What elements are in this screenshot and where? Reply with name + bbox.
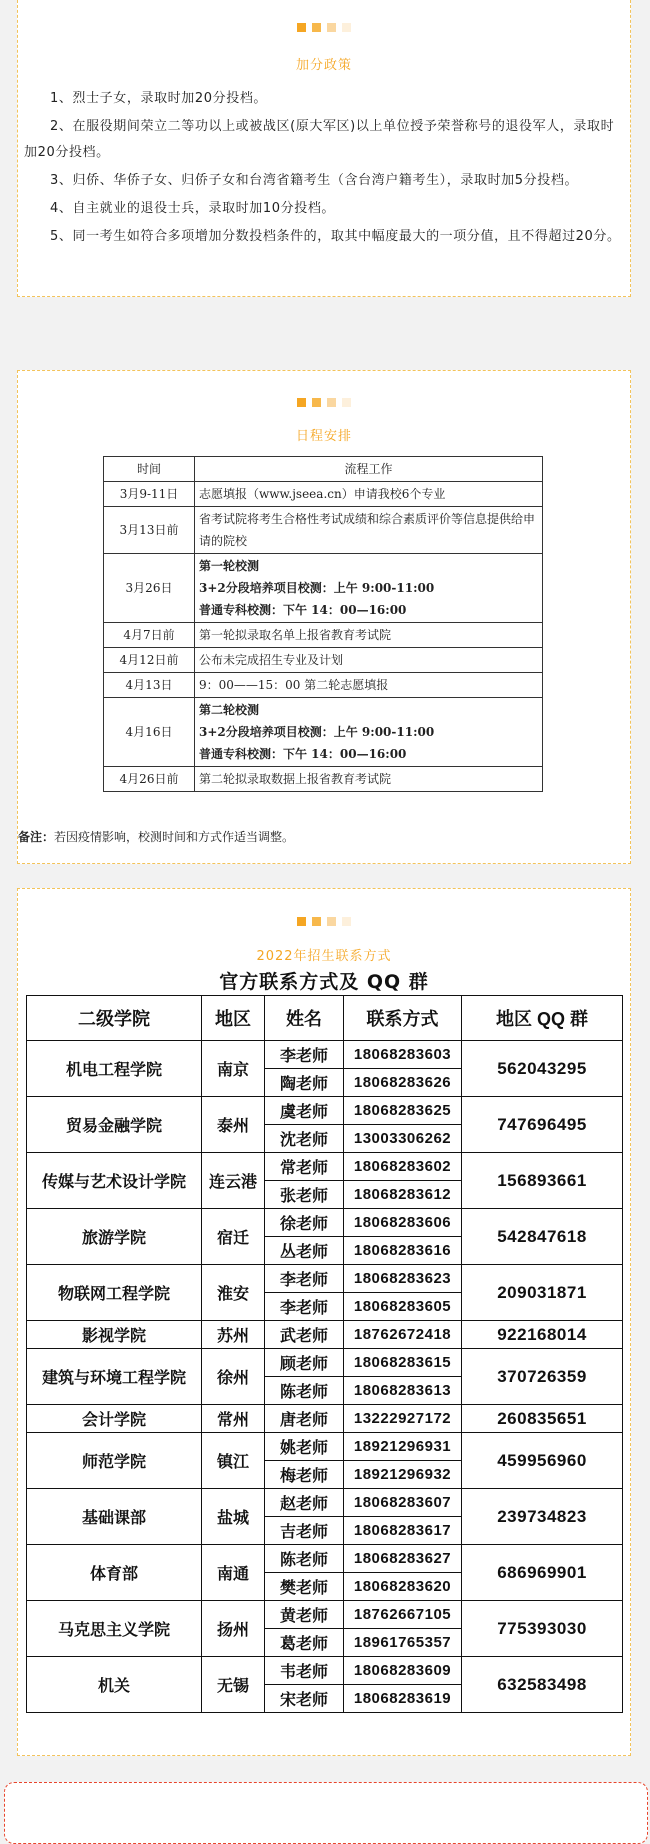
schedule-work — [195, 698, 543, 767]
table-row — [27, 1489, 623, 1517]
phone-cell: 18921296932 — [344, 1461, 462, 1489]
schedule-time: 3月13日前 — [104, 507, 195, 554]
phone-cell: 18068283627 — [344, 1545, 462, 1573]
region-cell: 南京 — [202, 1041, 265, 1097]
policy-item: 4、自主就业的退役士兵，录取时加10分投档。 — [50, 201, 336, 216]
schedule-time: 4月12日前 — [104, 648, 195, 673]
phone-cell: 18068283620 — [344, 1573, 462, 1601]
policy-item: 2、在服役期间荣立二等功以上或被战区(原大军区)以上单位授予荣誉称号的退役军人，录取时加20分投档。 — [24, 119, 615, 160]
schedule-time: 4月26日前 — [104, 767, 195, 792]
teacher-name-cell: 吉老师 — [265, 1517, 344, 1545]
qq-group-cell: 370726359 — [462, 1349, 623, 1405]
teacher-name-cell: 葛老师 — [265, 1629, 344, 1657]
region-cell: 泰州 — [202, 1097, 265, 1153]
teacher-name-cell: 常老师 — [265, 1153, 344, 1181]
schedule-work — [195, 648, 543, 673]
teacher-name-cell: 虞老师 — [265, 1097, 344, 1125]
teacher-name-cell: 顾老师 — [265, 1349, 344, 1377]
qq-group-cell: 209031871 — [462, 1265, 623, 1321]
schedule-work-line: 第二轮校测 — [199, 703, 260, 717]
header-region: 地区 — [202, 996, 265, 1041]
qq-group-cell: 542847618 — [462, 1209, 623, 1265]
phone-cell: 18068283606 — [344, 1209, 462, 1237]
region-cell: 常州 — [202, 1405, 265, 1433]
college-cell: 基础课部 — [27, 1489, 202, 1545]
college-cell: 马克思主义学院 — [27, 1601, 202, 1657]
teacher-name-cell: 陶老师 — [265, 1069, 344, 1097]
contact-card — [17, 888, 631, 1756]
teacher-name-cell: 樊老师 — [265, 1573, 344, 1601]
region-cell: 宿迁 — [202, 1209, 265, 1265]
header-name: 姓名 — [265, 996, 344, 1041]
contact-title: 官方联系方式及 QQ 群 — [219, 971, 429, 993]
schedule-work-line: 志愿填报（www.jseea.cn）申请我校6个专业 — [199, 487, 446, 501]
schedule-work-line: 3+2分段培养项目校测：上午 9:00-11:00 — [199, 725, 435, 739]
policy-item: 5、同一考生如符合多项增加分数投档条件的，取其中幅度最大的一项分值，且不得超过20分。 — [50, 229, 621, 244]
teacher-name-cell: 李老师 — [265, 1041, 344, 1069]
phone-cell: 13003306262 — [344, 1125, 462, 1153]
qq-group-cell: 260835651 — [462, 1405, 623, 1433]
teacher-name-cell: 徐老师 — [265, 1209, 344, 1237]
schedule-work — [195, 507, 543, 554]
teacher-name-cell: 陈老师 — [265, 1377, 344, 1405]
phone-cell: 18068283623 — [344, 1265, 462, 1293]
table-row — [27, 1405, 623, 1433]
college-cell: 物联网工程学院 — [27, 1265, 202, 1321]
schedule-title: 日程安排 — [295, 429, 352, 444]
table-row — [104, 767, 543, 792]
table-row — [27, 1349, 623, 1377]
qq-group-cell: 922168014 — [462, 1321, 623, 1349]
region-cell: 连云港 — [202, 1153, 265, 1209]
section-dots — [18, 23, 630, 33]
region-cell: 南通 — [202, 1545, 265, 1601]
table-row — [27, 1265, 623, 1293]
schedule-time: 4月13日 — [104, 673, 195, 698]
region-cell: 无锡 — [202, 1657, 265, 1713]
teacher-name-cell: 韦老师 — [265, 1657, 344, 1685]
teacher-name-cell: 赵老师 — [265, 1489, 344, 1517]
schedule-note — [18, 828, 294, 845]
schedule-work — [195, 554, 543, 623]
table-row — [27, 1321, 623, 1349]
region-cell: 镇江 — [202, 1433, 265, 1489]
table-row — [27, 1209, 623, 1237]
header-phone: 联系方式 — [344, 996, 462, 1041]
table-row — [104, 673, 543, 698]
region-cell: 徐州 — [202, 1349, 265, 1405]
college-cell: 传媒与艺术设计学院 — [27, 1153, 202, 1209]
teacher-name-cell: 张老师 — [265, 1181, 344, 1209]
table-row — [104, 623, 543, 648]
table-row — [27, 1433, 623, 1461]
region-cell: 盐城 — [202, 1489, 265, 1545]
schedule-work-line: 3+2分段培养项目校测：上午 9:00-11:00 — [199, 581, 435, 595]
schedule-time: 4月16日 — [104, 698, 195, 767]
qq-group-cell: 459956960 — [462, 1433, 623, 1489]
schedule-time: 3月9-11日 — [104, 482, 195, 507]
college-cell: 建筑与环境工程学院 — [27, 1349, 202, 1405]
college-cell: 师范学院 — [27, 1433, 202, 1489]
schedule-work-line: 省考试院将考生合格性考试成绩和综合素质评价等信息提供给申请的院校 — [199, 512, 536, 548]
table-row — [27, 1601, 623, 1629]
phone-cell: 18068283603 — [344, 1041, 462, 1069]
college-cell: 机关 — [27, 1657, 202, 1713]
phone-cell: 18762667105 — [344, 1601, 462, 1629]
college-cell: 体育部 — [27, 1545, 202, 1601]
teacher-name-cell: 李老师 — [265, 1293, 344, 1321]
policy-card — [17, 0, 631, 297]
header-work: 流程工作 — [195, 457, 543, 482]
table-row — [27, 1041, 623, 1069]
header-college: 二级学院 — [27, 996, 202, 1041]
contact-table — [26, 995, 623, 1713]
table-row — [104, 648, 543, 673]
teacher-name-cell: 宋老师 — [265, 1685, 344, 1713]
phone-cell: 18068283605 — [344, 1293, 462, 1321]
region-cell: 苏州 — [202, 1321, 265, 1349]
teacher-name-cell: 沈老师 — [265, 1125, 344, 1153]
qq-group-cell: 775393030 — [462, 1601, 623, 1657]
phone-cell: 18068283625 — [344, 1097, 462, 1125]
college-cell: 机电工程学院 — [27, 1041, 202, 1097]
teacher-name-cell: 梅老师 — [265, 1461, 344, 1489]
schedule-work-line: 普通专科校测：下午 14：00—16:00 — [199, 747, 407, 761]
teacher-name-cell: 陈老师 — [265, 1545, 344, 1573]
next-section-card — [4, 1782, 648, 1844]
schedule-time: 4月7日前 — [104, 623, 195, 648]
schedule-work — [195, 482, 543, 507]
region-cell: 淮安 — [202, 1265, 265, 1321]
policy-item: 1、烈士子女，录取时加20分投档。 — [50, 91, 268, 106]
note-label: 备注： — [18, 830, 55, 844]
policy-item: 3、归侨、华侨子女、归侨子女和台湾省籍考生（含台湾户籍考生），录取时加5分投档。 — [50, 173, 579, 188]
policy-list — [24, 86, 624, 252]
header-qq: 地区 QQ 群 — [462, 996, 623, 1041]
qq-group-cell: 562043295 — [462, 1041, 623, 1097]
phone-cell: 18068283617 — [344, 1517, 462, 1545]
qq-group-cell: 239734823 — [462, 1489, 623, 1545]
schedule-time: 3月26日 — [104, 554, 195, 623]
teacher-name-cell: 丛老师 — [265, 1237, 344, 1265]
table-row — [27, 1097, 623, 1125]
phone-cell: 18068283626 — [344, 1069, 462, 1097]
policy-title: 加分政策 — [295, 58, 352, 73]
teacher-name-cell: 唐老师 — [265, 1405, 344, 1433]
phone-cell: 18068283613 — [344, 1377, 462, 1405]
college-cell: 贸易金融学院 — [27, 1097, 202, 1153]
phone-cell: 18068283612 — [344, 1181, 462, 1209]
table-row — [104, 507, 543, 554]
schedule-card — [17, 370, 631, 864]
schedule-work-line: 9：00——15：00 第二轮志愿填报 — [199, 678, 389, 692]
teacher-name-cell: 黄老师 — [265, 1601, 344, 1629]
header-time: 时间 — [104, 457, 195, 482]
note-text: 若因疫情影响，校测时间和方式作适当调整。 — [54, 830, 295, 844]
college-cell: 影视学院 — [27, 1321, 202, 1349]
schedule-work — [195, 767, 543, 792]
schedule-work-line: 第二轮拟录取数据上报省教育考试院 — [199, 772, 392, 786]
schedule-work-line: 第一轮校测 — [199, 559, 260, 573]
qq-group-cell: 747696495 — [462, 1097, 623, 1153]
college-cell: 会计学院 — [27, 1405, 202, 1433]
teacher-name-cell: 武老师 — [265, 1321, 344, 1349]
schedule-work-line: 普通专科校测：下午 14：00—16:00 — [199, 603, 407, 617]
teacher-name-cell: 姚老师 — [265, 1433, 344, 1461]
phone-cell: 18068283619 — [344, 1685, 462, 1713]
phone-cell: 18068283616 — [344, 1237, 462, 1265]
phone-cell: 18068283602 — [344, 1153, 462, 1181]
phone-cell: 18921296931 — [344, 1433, 462, 1461]
phone-cell: 18762672418 — [344, 1321, 462, 1349]
table-header-row — [27, 996, 623, 1041]
phone-cell: 18068283615 — [344, 1349, 462, 1377]
phone-cell: 13222927172 — [344, 1405, 462, 1433]
schedule-work-line: 第一轮拟录取名单上报省教育考试院 — [199, 628, 392, 642]
qq-group-cell: 686969901 — [462, 1545, 623, 1601]
table-header-row — [104, 457, 543, 482]
contact-subtitle: 2022年招生联系方式 — [256, 949, 392, 964]
table-row — [27, 1657, 623, 1685]
phone-cell: 18961765357 — [344, 1629, 462, 1657]
schedule-work — [195, 623, 543, 648]
teacher-name-cell: 李老师 — [265, 1265, 344, 1293]
schedule-work — [195, 673, 543, 698]
schedule-work-line: 公布未完成招生专业及计划 — [199, 653, 344, 667]
table-row — [104, 554, 543, 623]
table-row — [27, 1545, 623, 1573]
phone-cell: 18068283609 — [344, 1657, 462, 1685]
region-cell: 扬州 — [202, 1601, 265, 1657]
schedule-table — [103, 456, 543, 792]
college-cell: 旅游学院 — [27, 1209, 202, 1265]
section-dots — [18, 917, 630, 927]
section-dots — [18, 398, 630, 408]
qq-group-cell: 632583498 — [462, 1657, 623, 1713]
phone-cell: 18068283607 — [344, 1489, 462, 1517]
table-row — [27, 1153, 623, 1181]
qq-group-cell: 156893661 — [462, 1153, 623, 1209]
table-row — [104, 698, 543, 767]
table-row — [104, 482, 543, 507]
